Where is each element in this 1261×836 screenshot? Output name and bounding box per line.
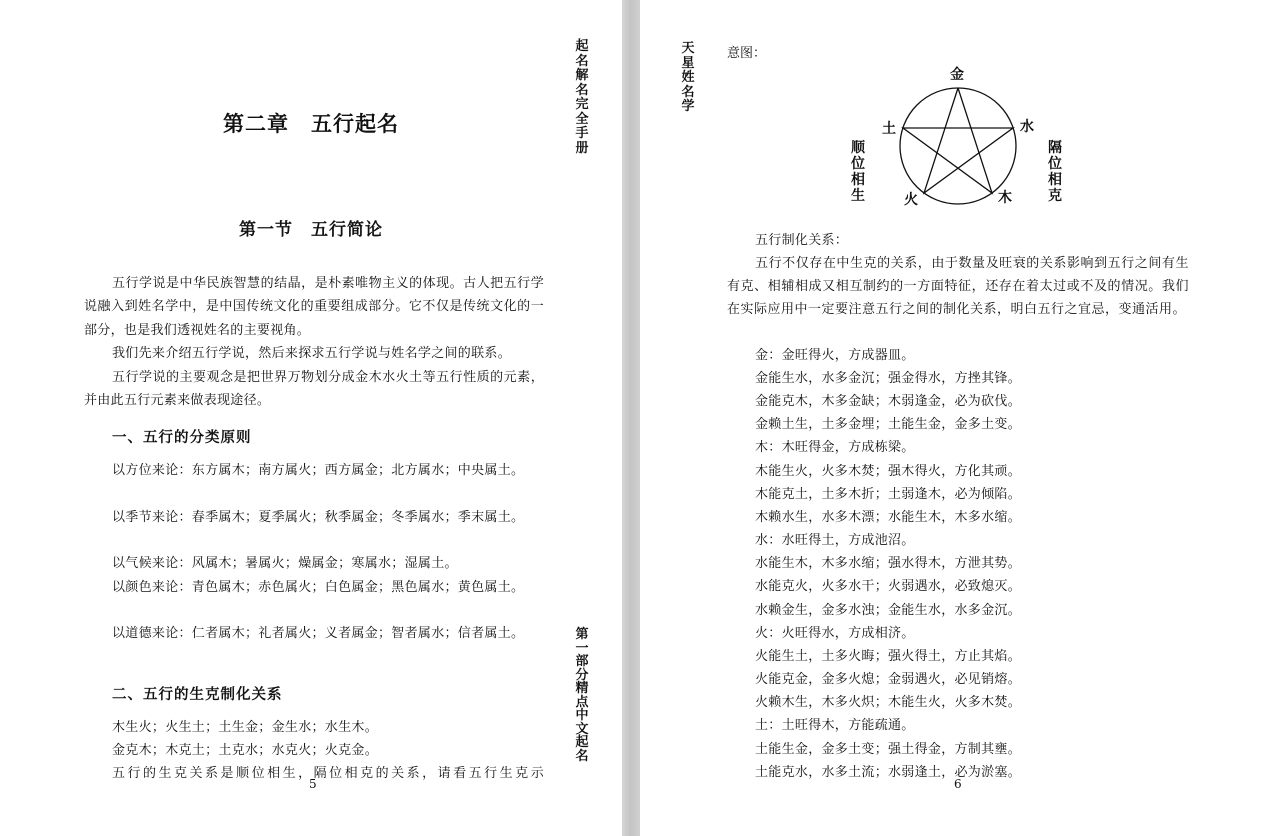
rule-line: 金：金旺得火，方成器皿。 (755, 348, 915, 363)
class-item: 以道德来论：仁者属木；礼者属火；义者属金；智者属水；信者属土。 (112, 626, 525, 641)
rule-line: 木：木旺得金，方成栋梁。 (755, 440, 915, 455)
rule-line: 火能克金，金多火熄；金弱遇火，必见销熔。 (755, 672, 1022, 687)
zhihua-title: 五行制化关系： (755, 233, 849, 248)
page-number-left: 5 (309, 777, 317, 791)
label-shunwei-xiangsheng: 顺位相生 (851, 140, 865, 204)
tail-line: 五行的生克关系是顺位相生，隔位相克的关系，请看五行生克示 (112, 766, 544, 781)
sheng-line: 木生火；火生土；土生金；金生水；水生木。 (112, 720, 379, 735)
book-gutter (622, 0, 640, 836)
heading-classification: 一、五行的分类原则 (112, 429, 252, 446)
intro-paragraph: 我们先来介绍五行学说，然后来探求五行学说与姓名学之间的联系。 (112, 346, 512, 361)
element-water: 水 (1020, 119, 1034, 135)
element-metal: 金 (950, 67, 964, 83)
element-wood: 木 (998, 190, 1012, 206)
rule-line: 火赖木生，木多火炽；木能生火，火多木焚。 (755, 695, 1022, 710)
page-number-right: 6 (954, 777, 962, 791)
element-fire: 火 (904, 192, 918, 208)
intro-paragraph: 五行学说是中华民族智慧的结晶，是朴素唯物主义的体现。古人把五行学说融入到姓名学中，是中国传统文化的重要组成部分。它不仅是传统文化的一部分，也是我们透视姓名的主要视角。 (84, 276, 544, 338)
heading-sheng-ke: 二、五行的生克制化关系 (112, 686, 283, 703)
chapter-title: 第二章 五行起名 (223, 111, 399, 136)
intro-paragraph: 五行学说的主要观念是把世界万物划分成金木水火土等五行性质的元素，并由此五行元素来做表现途径。 (84, 370, 544, 409)
class-item: 以季节来论：春季属木；夏季属火；秋季属金；冬季属水；季末属土。 (112, 510, 525, 525)
label-gewei-xiangke: 隔位相克 (1048, 140, 1062, 204)
running-title-left: 起名解名完全手册 (575, 39, 589, 156)
zhihua-paragraph: 五行不仅存在中生克的关系，由于数量及旺衰的关系影响到五行之间有生有克、相辅相成又相互制约的一方面特征，还存在着太过或不及的情况。我们在实际应用中一定要注意五行之间的制化关系，明白五行之宜忌，变通活用。 (727, 256, 1189, 318)
five-elements-diagram (840, 60, 1080, 210)
section-title: 第一节 五行简论 (239, 220, 383, 240)
diagram-caption: 意图： (727, 46, 767, 61)
rule-line: 水赖金生，金多水浊；金能生水，水多金沉。 (755, 603, 1022, 618)
rule-line: 金能生水，水多金沉；强金得水，方挫其锋。 (755, 371, 1022, 386)
rule-line: 金能克木，木多金缺；木弱逢金，必为砍伐。 (755, 394, 1022, 409)
right-page (640, 0, 1261, 836)
class-item: 以方位来论：东方属木；南方属火；西方属金；北方属水；中央属土。 (112, 463, 525, 478)
rule-line: 木能生火，火多木焚；强木得火，方化其顽。 (755, 464, 1022, 479)
ke-line: 金克木；木克土；土克水；水克火；火克金。 (112, 743, 379, 758)
rule-line: 火：火旺得水，方成相济。 (755, 626, 915, 641)
rule-line: 木赖水生，水多木漂；水能生木，木多水缩。 (755, 510, 1022, 525)
rule-line: 土：土旺得木，方能疏通。 (755, 718, 915, 733)
rule-line: 水能生木，木多水缩；强水得木，方泄其势。 (755, 556, 1022, 571)
rule-line: 水能克火，火多水干；火弱遇水，必致熄灭。 (755, 579, 1022, 594)
left-page (0, 0, 622, 836)
rule-line: 土能克水，水多土流；水弱逢土，必为淤塞。 (755, 765, 1022, 780)
class-item: 以颜色来论：青色属木；赤色属火；白色属金；黑色属水；黄色属土。 (112, 580, 525, 595)
rule-line: 土能生金，金多土变；强土得金，方制其壅。 (755, 742, 1022, 757)
rule-line: 木能克土，土多木折；土弱逢木，必为倾陷。 (755, 487, 1022, 502)
running-title-right: 天星姓名学 (681, 41, 695, 114)
element-earth: 土 (882, 121, 896, 137)
part-title: 第一部分 精点中文起名 (575, 627, 602, 764)
rule-line: 水：水旺得土，方成池沼。 (755, 533, 915, 548)
class-item: 以气候来论：风属木；暑属火；燥属金；寒属水；湿属土。 (112, 556, 458, 571)
rule-line: 火能生土，土多火晦；强火得土，方止其焰。 (755, 649, 1022, 664)
rule-line: 金赖土生，土多金埋；土能生金，金多土变。 (755, 417, 1022, 432)
diagram-star (903, 88, 1013, 193)
